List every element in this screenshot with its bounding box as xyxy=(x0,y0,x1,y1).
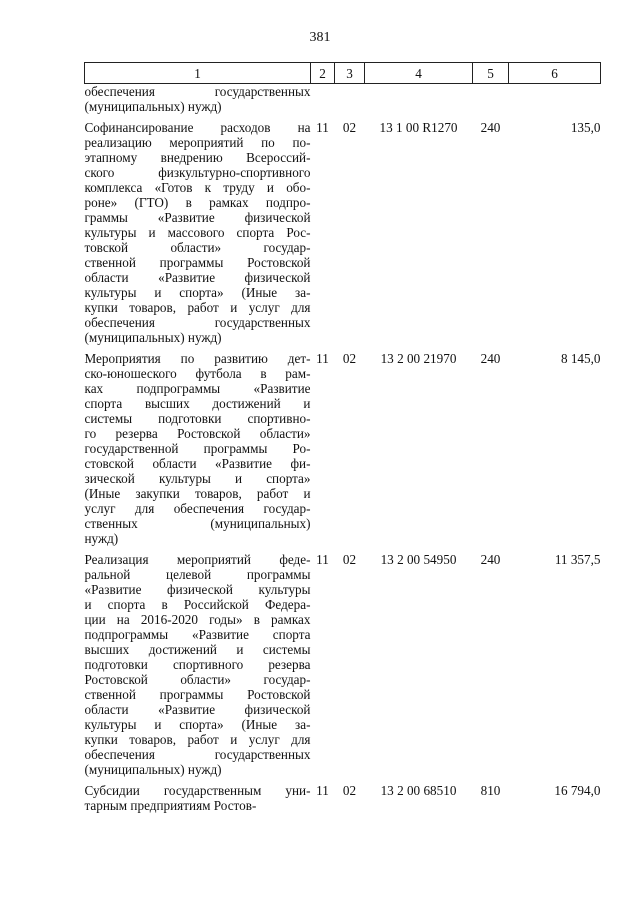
description-line: системы подготовки спортивно- xyxy=(84,411,311,426)
row-expense-type: 810 xyxy=(480,783,501,798)
header-col-4: 4 xyxy=(365,63,473,84)
row-subsection: 02 xyxy=(342,552,357,567)
header-col-6: 6 xyxy=(509,63,601,84)
description-line: тарным предприятиям Ростов- xyxy=(84,798,257,813)
description-line: стовской области «Развитие фи- xyxy=(84,456,311,471)
row-expense-type: 240 xyxy=(480,120,501,135)
description-line: (муниципальных) нужд) xyxy=(84,99,222,114)
row-amount: 8 145,0 xyxy=(560,351,601,366)
description-line: спорта высших достижений и xyxy=(84,396,311,411)
row-expense-type xyxy=(473,84,509,115)
row-target-code xyxy=(365,84,473,115)
description-line: обеспечения государственных xyxy=(84,747,311,762)
description-line: «Развитие физической культуры xyxy=(84,582,311,597)
row-target-code: 13 2 00 68510 xyxy=(380,783,457,798)
row-section: 11 xyxy=(316,552,329,567)
description-line: (муниципальных) нужд) xyxy=(84,762,222,777)
row-target-code: 13 1 00 R1270 xyxy=(379,120,458,135)
table-row xyxy=(85,351,601,546)
description-line: купки товаров, работ и услуг для xyxy=(84,732,311,747)
description-line: ственной программы Ростовской xyxy=(84,255,311,270)
table-row xyxy=(85,783,601,813)
description-line: ках подпрограммы «Развитие xyxy=(84,381,311,396)
description-line: (Иные закупки товаров, работ и xyxy=(84,486,311,501)
header-col-1: 1 xyxy=(85,63,311,84)
description-line: культуры и спорта» (Иные за- xyxy=(84,717,311,732)
row-amount: 16 794,0 xyxy=(554,783,601,798)
description-line: купки товаров, работ и услуг для xyxy=(84,300,311,315)
row-subsection: 02 xyxy=(342,783,357,798)
description-line: (муниципальных) нужд) xyxy=(84,330,222,345)
table-row xyxy=(85,552,601,777)
description-line: ственных (муниципальных) xyxy=(84,516,311,531)
description-line: подготовки спортивного резерва xyxy=(84,657,311,672)
description-line: товской области» государ- xyxy=(84,240,311,255)
table-row xyxy=(85,84,601,115)
row-amount: 11 357,5 xyxy=(554,552,601,567)
description-line: области «Развитие физической xyxy=(84,270,311,285)
description-line: услуг для обеспечения государ- xyxy=(84,501,311,516)
header-col-3: 3 xyxy=(335,63,365,84)
description-line: обеспечения государственных xyxy=(84,84,311,99)
row-section: 11 xyxy=(316,783,329,798)
row-expense-type: 240 xyxy=(480,552,501,567)
table-body xyxy=(85,84,601,814)
description-line: государственной программы Ро- xyxy=(84,441,311,456)
description-line: высших достижений и системы xyxy=(84,642,311,657)
description-line: Софинансирование расходов на xyxy=(84,120,311,135)
table-row xyxy=(85,120,601,345)
description-line: Реализация мероприятий феде- xyxy=(84,552,311,567)
description-line: культуры и массового спорта Рос- xyxy=(84,225,311,240)
description-line: Субсидии государственным уни- xyxy=(84,783,311,798)
row-target-code: 13 2 00 21970 xyxy=(380,351,457,366)
row-section: 11 xyxy=(316,120,329,135)
row-section: 11 xyxy=(316,351,329,366)
description-line: подпрограммы «Развитие спорта xyxy=(84,627,311,642)
description-line: обеспечения государственных xyxy=(84,315,311,330)
budget-table xyxy=(84,62,601,813)
header-col-5: 5 xyxy=(473,63,509,84)
description-line: ско-юношеского футбола в рам- xyxy=(84,366,311,381)
page-number: 381 xyxy=(309,30,331,45)
row-subsection xyxy=(335,84,365,115)
description-line: зической культуры и спорта» xyxy=(84,471,311,486)
description-line: и спорта в Российской Федера- xyxy=(84,597,311,612)
description-line: ственной программы Ростовской xyxy=(84,687,311,702)
row-amount: 135,0 xyxy=(570,120,601,135)
row-description xyxy=(85,783,311,813)
description-line: граммы «Развитие физической xyxy=(84,210,311,225)
row-subsection: 02 xyxy=(342,120,357,135)
description-line: роне» (ГТО) в рамках подпро- xyxy=(84,195,311,210)
description-line: культуры и спорта» (Иные за- xyxy=(84,285,311,300)
header-row xyxy=(85,63,601,84)
description-line: области «Развитие физической xyxy=(84,702,311,717)
description-line: го резерва Ростовской области» xyxy=(84,426,311,441)
description-line: реализацию мероприятий по по- xyxy=(84,135,311,150)
description-line: Мероприятия по развитию дет- xyxy=(84,351,311,366)
header-col-2: 2 xyxy=(311,63,335,84)
row-target-code: 13 2 00 54950 xyxy=(380,552,457,567)
row-description xyxy=(85,351,311,546)
row-amount xyxy=(509,84,601,115)
table-header xyxy=(85,63,601,84)
row-description xyxy=(85,120,311,345)
row-expense-type: 240 xyxy=(480,351,501,366)
description-line: ции на 2016-2020 годы» в рамках xyxy=(84,612,311,627)
description-line: этапному внедрению Всероссий- xyxy=(84,150,311,165)
description-line: Ростовской области» государ- xyxy=(84,672,311,687)
description-line: комплекса «Готов к труду и обо- xyxy=(84,180,311,195)
row-section xyxy=(311,84,335,115)
description-line: ского физкультурно-спортивного xyxy=(84,165,311,180)
description-line: нужд) xyxy=(84,531,119,546)
row-description xyxy=(85,84,311,115)
description-line: ральной целевой программы xyxy=(84,567,311,582)
row-subsection: 02 xyxy=(342,351,357,366)
row-description xyxy=(85,552,311,777)
